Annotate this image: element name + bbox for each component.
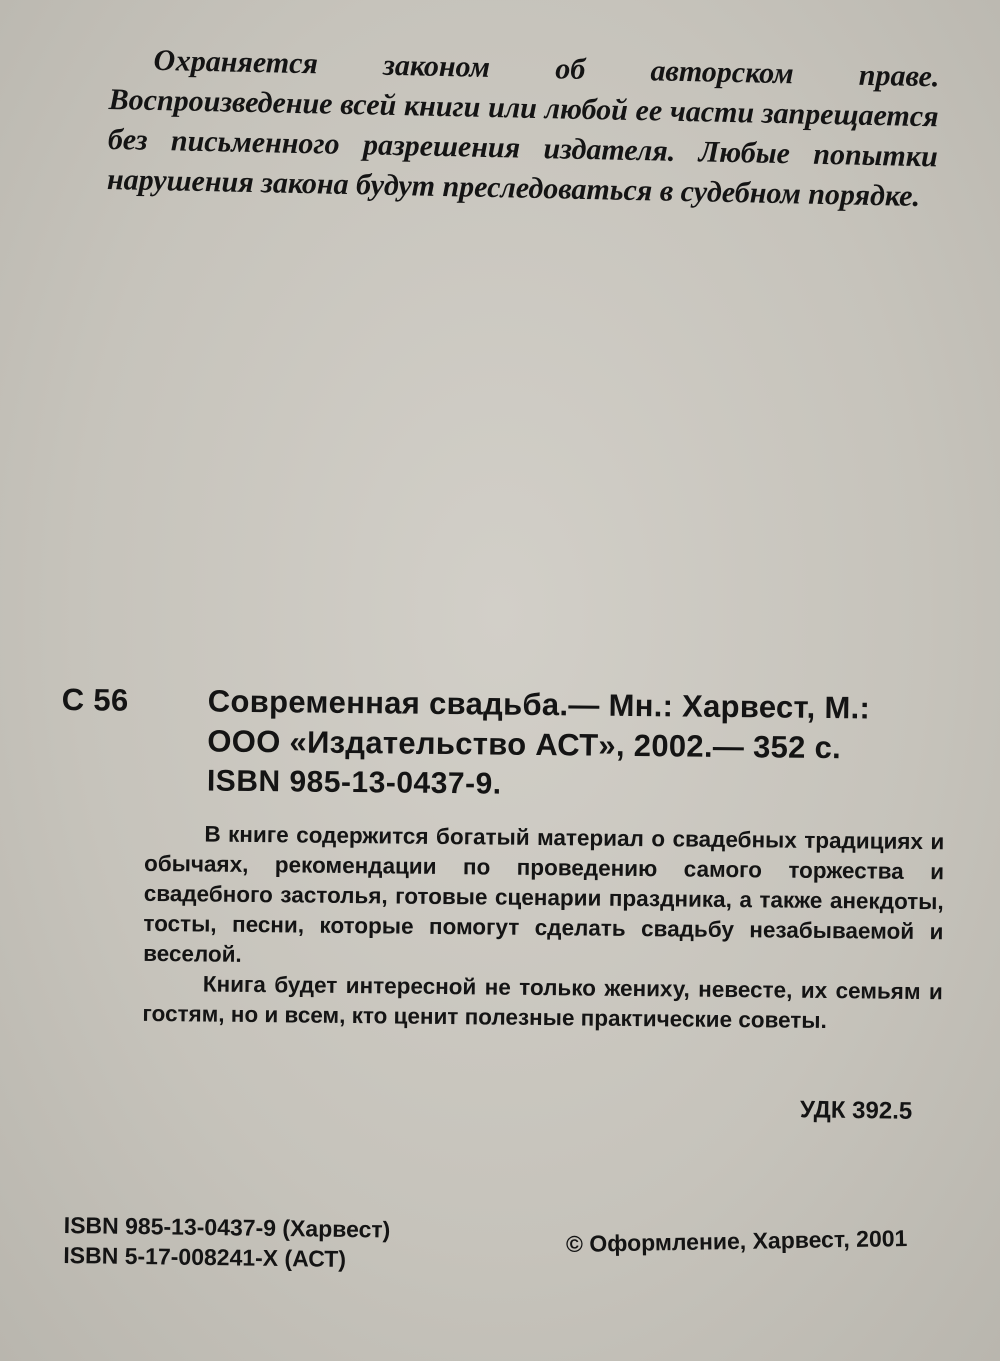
cip-entry [61, 680, 952, 769]
isbn-line: ISBN 985-13-0437-9 (Харвест) [63, 1211, 391, 1243]
annotation [142, 819, 944, 1037]
annotation-paragraph: Книга будет интересной не только жениху, невесте, их семьям и гостям, но и всем, кто ценит полезные практические советы. [142, 971, 943, 1034]
copyright-notice: Охраняется законом об авторском праве. Воспроизведение всей книги или любой ее части запрещается без письменного разрешения издателя. Любые попытки нарушения закона будут преследоваться в судебном порядке. [106, 43, 940, 213]
isbn-list [63, 1210, 390, 1275]
design-credit: © Оформление, Харвест, 2001 [565, 1225, 908, 1257]
cip-isbn: ISBN 985-13-0437-9. [206, 764, 502, 801]
cip-bibliographic-description: Современная свадьба.— Мн.: Харвест, М.: ООО «Издательство АСТ», 2002.— 352 с. [207, 683, 871, 766]
annotation-paragraph: В книге содержится богатый материал о свадебных традициях и обычаях, рекомендации по проведению самого торжества и свадебного застолья, готовые сценарии праздника, а также анекдоты, тосты, песни, которые помогут сделать свадьбу незабываемой и веселой. [143, 821, 945, 967]
cip-code: С 56 [61, 681, 129, 718]
isbn-line: ISBN 5-17-008241-Х (АСТ) [63, 1241, 347, 1272]
udk-code: УДК 392.5 [799, 1096, 913, 1125]
cip-block [58, 680, 952, 1037]
